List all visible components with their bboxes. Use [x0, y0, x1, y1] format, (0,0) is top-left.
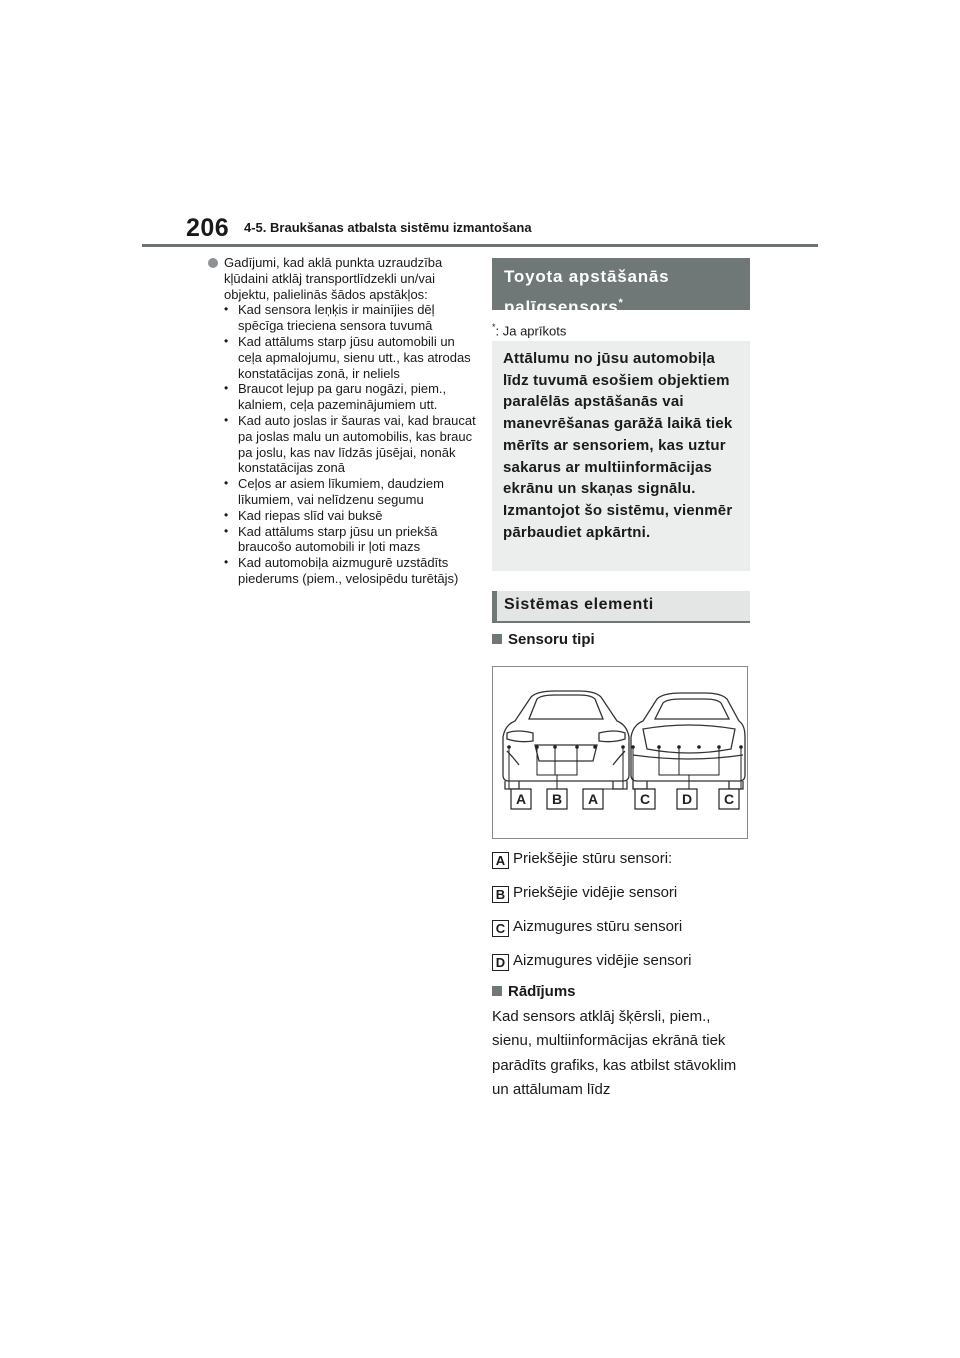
subsection-bar [492, 591, 497, 621]
display-description: Kad sensors atklāj šķērsli, piem., sienu, multiinformācijas ekrānā tiek parādīts grafiks, kas atbilst stāvoklim un attālumam līdz [492, 1008, 737, 1098]
subsection-header [492, 591, 750, 623]
square-bullet-icon [492, 634, 502, 644]
figure-label: A [587, 791, 599, 807]
legend-tag: D [492, 954, 509, 971]
lead-text: Gadījumi, kad aklā punkta uzraudzība kļūdaini atklāj transportlīdzekli un/vai objektu, palielinās šādos apstākļos: [224, 255, 443, 302]
left-column [208, 255, 480, 587]
legend-item-c [492, 918, 682, 937]
page-number: 206 [186, 214, 230, 242]
topic-display: Rādījums [492, 983, 576, 1000]
figure-label: C [639, 791, 651, 807]
legend-item-d [492, 952, 691, 971]
legend-tag: B [492, 886, 509, 903]
list-item: • Kad automobiļa aizmugurē uzstādīts piederums (piem., velosipēdu turētājs) [224, 555, 480, 587]
list-item: • Kad riepas slīd vai buksē [224, 508, 480, 524]
legend-text: Aizmugures stūru sensori [513, 918, 683, 935]
list-item: • Kad attālums starp jūsu automobili un ceļa apmalojumu, sienu utt., kas atrodas konstatācijas zonā, ir neliels [224, 334, 480, 381]
chapter-title: 4-5. Braukšanas atbalsta sistēmu izmantošana [244, 220, 532, 235]
topic-sensor-types: Sensoru tipi [492, 631, 595, 648]
bullet-dot-icon [208, 258, 218, 268]
legend-tag: A [492, 852, 509, 869]
figure-label: C [723, 791, 735, 807]
list-item: • Kad attālums starp jūsu un priekšā braucošo automobili ir ļoti mazs [224, 524, 480, 556]
legend-text: Priekšējie vidējie sensori [513, 884, 678, 901]
figure-label: D [681, 791, 693, 807]
section-title: Toyota apstāšanās palīgsensors* [504, 267, 670, 317]
list-item: • Braucot lejup pa garu nogāzi, piem., kalniem, ceļa pazeminājumiem utt. [224, 381, 480, 413]
legend-tag: C [492, 920, 509, 937]
section-header [492, 258, 750, 317]
legend-text: Priekšējie stūru sensori: [513, 850, 673, 867]
summary-text: Attālumu no jūsu automobiļa līdz tuvumā esošiem objektiem paralēlās apstāšanās vai manevrēšanas garāžā laikā tiek mērīts ar sensoriem, kas uztur sakarus ar multiinformācijas ekrānu un skaņas signālu. Izmantojot šo sistēmu, vienmēr pārbaudiet apkārtni. [503, 350, 733, 541]
list-item: • Kad sensora leņķis ir mainījies dēļ spēcīga trieciena sensora tuvumā [224, 302, 480, 334]
condition-list [208, 302, 480, 586]
summary-box [492, 341, 750, 571]
legend-item-b [492, 884, 677, 903]
square-bullet-icon [492, 986, 502, 996]
sensor-figure [492, 666, 748, 839]
legend-item-a [492, 850, 672, 869]
figure-label: B [551, 791, 563, 807]
header-divider [142, 244, 818, 247]
figure-label: A [515, 791, 527, 807]
lead-bullet [208, 255, 480, 302]
list-item: • Kad auto joslas ir šauras vai, kad braucat pa joslas malu un automobilis, kas brauc pa joslu, kas nav līdzās jūsējai, nonāk konstatācijas zonā [224, 413, 480, 476]
footnote: *: Ja aprīkots [492, 322, 567, 339]
list-item: • Ceļos ar asiem līkumiem, daudziem līkumiem, vai nelīdzenu segumu [224, 476, 480, 508]
car-sensor-illustration [493, 667, 747, 838]
legend-text: Aizmugures vidējie sensori [513, 952, 692, 969]
subsection-title: Sistēmas elementi [504, 596, 654, 613]
